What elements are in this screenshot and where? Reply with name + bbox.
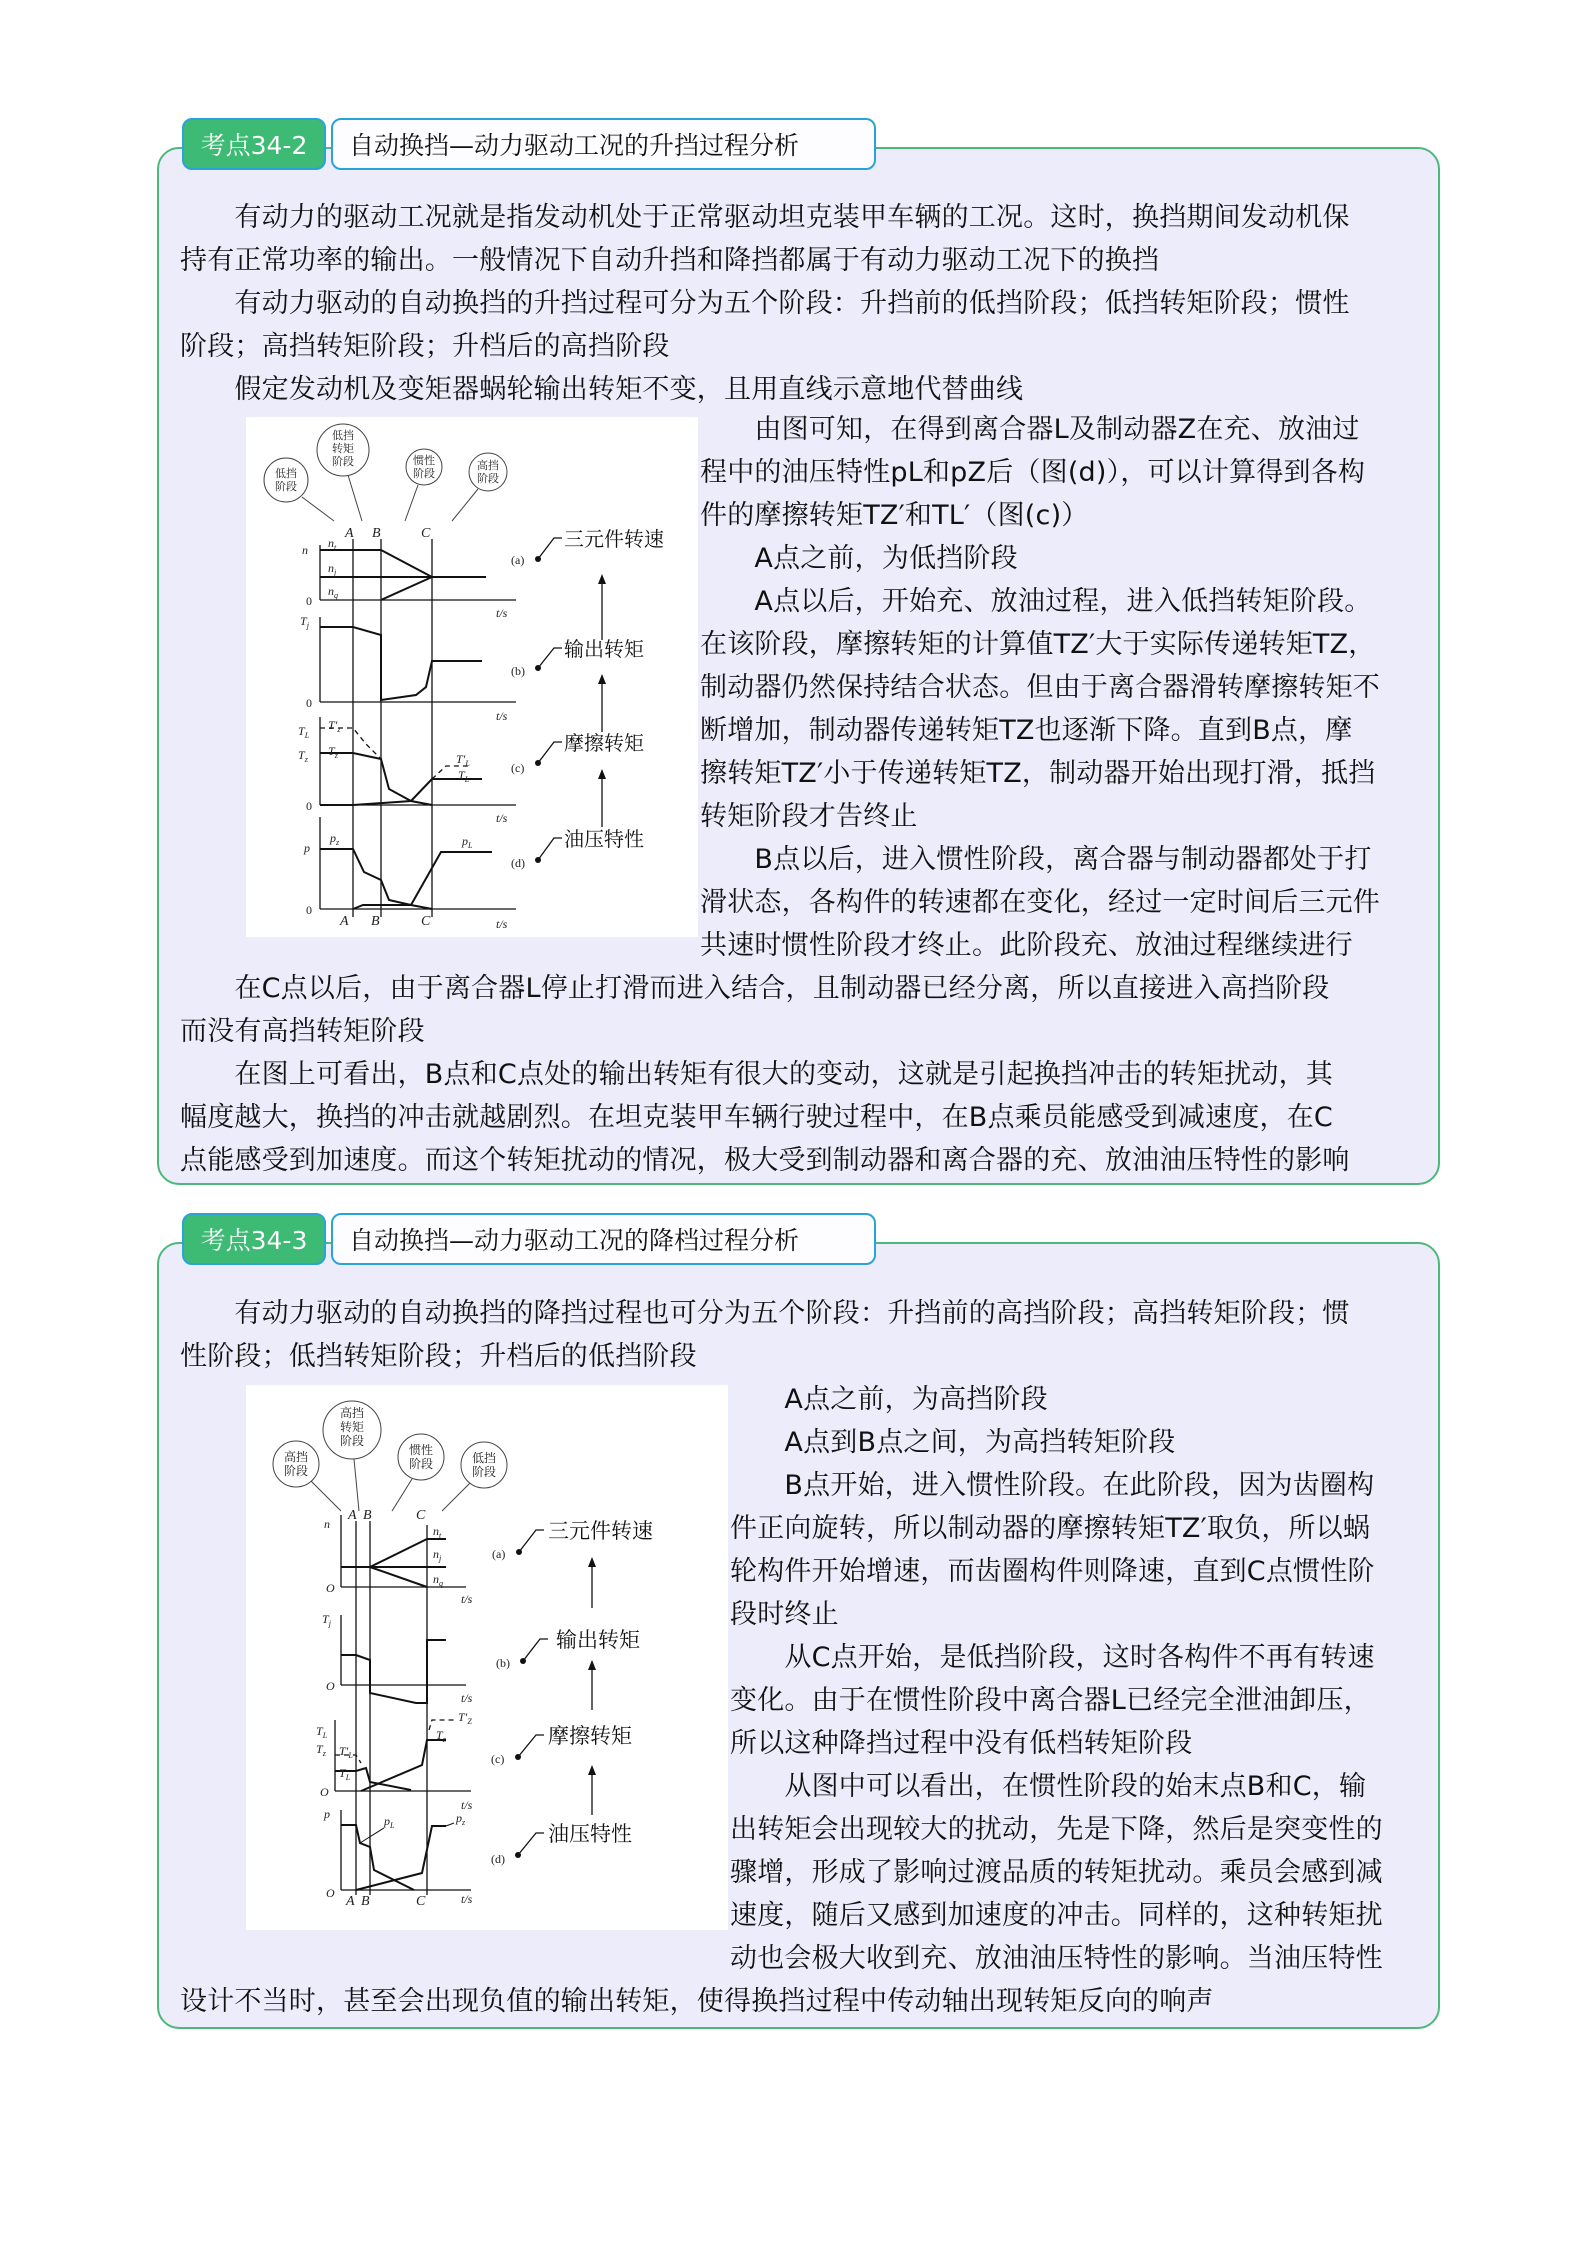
paragraph-line: 持有正常功率的输出。一般情况下自动升挡和降挡都属于有动力驱动工况下的换挡 — [180, 245, 1160, 276]
section-title: 自动换挡—动力驱动工况的降档过程分析 — [331, 1213, 876, 1265]
svg-text:摩擦转矩: 摩擦转矩 — [564, 731, 644, 755]
svg-text:三元件转速: 三元件转速 — [548, 1519, 653, 1543]
upshift-chart-svg — [246, 417, 698, 937]
paragraph-line: 假定发动机及变矩器蜗轮输出转矩不变，且用直线示意地代替曲线 — [180, 374, 1024, 405]
svg-text:(b): (b) — [511, 664, 525, 678]
paragraph-line: 骤增，形成了影响过渡品质的转矩扰动。乘员会感到减 — [730, 1857, 1383, 1888]
svg-text:A: A — [348, 1508, 357, 1523]
svg-text:B: B — [371, 914, 380, 929]
paragraph-line: 制动器仍然保持结合状态。但由于离合器滑转摩擦转矩不 — [700, 672, 1380, 703]
svg-text:t/s: t/s — [496, 709, 508, 723]
svg-text:nj: $n_j$ — [328, 561, 337, 577]
svg-text:低挡: 低挡 — [471, 1451, 497, 1465]
upshift-diagram — [246, 417, 698, 937]
paragraph-line: 在C点以后，由于离合器L停止打滑而进入结合，且制动器已经分离，所以直接进入高挡阶段 — [180, 973, 1330, 1004]
svg-text:pz: $p_z$ — [330, 831, 340, 847]
svg-text:三元件转速: 三元件转速 — [564, 527, 664, 551]
paragraph-line: 转矩阶段才告终止 — [700, 801, 918, 832]
svg-text:摩擦转矩: 摩擦转矩 — [548, 1724, 632, 1748]
paragraph-line: 速度，随后又感到加速度的冲击。同样的，这种转矩扰 — [730, 1900, 1383, 1931]
svg-text:TL: $T_L$ — [458, 768, 470, 784]
svg-text:t/s: t/s — [461, 1892, 473, 1906]
svg-text:B: B — [372, 526, 381, 541]
paragraph-line: 滑状态，各构件的转速都在变化，经过一定时间后三元件 — [700, 887, 1380, 918]
svg-text:C: C — [421, 526, 431, 541]
svg-text:Tz: $T_z$ — [436, 1728, 446, 1744]
svg-text:阶段: 阶段 — [339, 1434, 365, 1448]
paragraph-line: 由图可知，在得到离合器L及制动器Z在充、放油过 — [700, 414, 1360, 445]
svg-text:t/s: t/s — [461, 1592, 473, 1606]
svg-text:C: C — [416, 1508, 426, 1523]
svg-text:nj: $n_j$ — [433, 1547, 442, 1563]
svg-text:0: 0 — [306, 594, 312, 608]
paragraph-line: 出转矩会出现较大的扰动，先是下降，然后是突变性的 — [730, 1814, 1383, 1845]
svg-text:(d): (d) — [491, 1852, 505, 1866]
svg-text:TL: $T_L$ — [316, 1724, 328, 1740]
svg-text:阶段: 阶段 — [275, 480, 297, 493]
svg-text:T′L: $T'_L$ — [456, 752, 470, 768]
svg-text:低挡: 低挡 — [332, 429, 354, 442]
section-title: 自动换挡—动力驱动工况的升挡过程分析 — [331, 118, 876, 170]
paragraph-line: 而没有高挡转矩阶段 — [180, 1016, 425, 1047]
section-tag-number: 考点34-3 — [182, 1213, 326, 1265]
svg-text:O: O — [326, 1679, 335, 1693]
svg-text:输出转矩: 输出转矩 — [564, 637, 644, 661]
svg-text:惯性: 惯性 — [408, 1443, 434, 1457]
paragraph-line: A点到B点之间，为高挡转矩阶段 — [730, 1427, 1176, 1458]
svg-text:转矩: 转矩 — [339, 1420, 365, 1434]
svg-text:(a): (a) — [511, 553, 525, 567]
paragraph-line: 幅度越大，换挡的冲击就越剧烈。在坦克装甲车辆行驶过程中，在B点乘员能感受到减速度，在C — [180, 1102, 1333, 1133]
svg-text:nt: $n_t$ — [433, 1524, 442, 1540]
svg-text:nq: $n_q$ — [433, 1572, 443, 1588]
svg-text:0: 0 — [306, 903, 312, 917]
svg-text:Tj: $T_j$ — [300, 614, 309, 630]
svg-text:(c): (c) — [491, 1752, 505, 1766]
svg-text:阶段: 阶段 — [283, 1464, 309, 1478]
paragraph-line: 擦转矩TZ′小于传递转矩TZ，制动器开始出现打滑，抵挡 — [700, 758, 1376, 789]
svg-text:A: A — [345, 526, 354, 541]
paragraph-line: 轮构件开始增速，而齿圈构件则降速，直到C点惯性阶 — [730, 1556, 1375, 1587]
svg-text:n: n — [324, 1517, 330, 1531]
svg-text:(d): (d) — [511, 856, 525, 870]
downshift-diagram — [246, 1385, 728, 1930]
svg-text:Tz: $T_z$ — [316, 1742, 326, 1758]
svg-text:C: C — [421, 914, 431, 929]
svg-text:O: O — [326, 1886, 335, 1900]
paragraph-line: 断增加，制动器传递转矩TZ也逐渐下降。直到B点，摩 — [700, 715, 1353, 746]
svg-text:n: n — [302, 543, 308, 557]
svg-text:t/s: t/s — [496, 811, 508, 825]
svg-text:低挡: 低挡 — [275, 467, 297, 480]
svg-text:(c): (c) — [511, 761, 525, 775]
svg-text:B: B — [361, 1894, 370, 1909]
svg-text:TL: $T_L$ — [298, 724, 310, 740]
svg-text:0: 0 — [306, 696, 312, 710]
svg-text:t/s: t/s — [461, 1691, 473, 1705]
paragraph-line: 动也会极大收到充、放油油压特性的影响。当油压特性 — [730, 1943, 1383, 1974]
paragraph-line: 在图上可看出，B点和C点处的输出转矩有很大的变动，这就是引起换挡冲击的转矩扰动，其 — [180, 1059, 1333, 1090]
svg-text:Tj: $T_j$ — [322, 1612, 331, 1628]
svg-text:nq: $n_q$ — [328, 584, 338, 600]
svg-text:阶段: 阶段 — [413, 467, 435, 480]
svg-text:阶段: 阶段 — [408, 1457, 434, 1471]
paragraph-line: A点之前，为高挡阶段 — [730, 1384, 1048, 1415]
svg-text:(b): (b) — [496, 1656, 510, 1670]
svg-text:A: A — [346, 1894, 355, 1909]
paragraph-line: B点开始，进入惯性阶段。在此阶段，因为齿圈构 — [730, 1470, 1375, 1501]
paragraph-line: 件的摩擦转矩TZ′和TL′（图(c)） — [700, 500, 1089, 531]
paragraph-line: 点能感受到加速度。而这个转矩扰动的情况，极大受到制动器和离合器的充、放油油压特性的影响 — [180, 1145, 1350, 1176]
paragraph-line: 性阶段；低挡转矩阶段；升档后的低挡阶段 — [180, 1341, 697, 1372]
paragraph-line: 有动力驱动的自动换挡的升挡过程可分为五个阶段：升挡前的低挡阶段；低挡转矩阶段；惯性 — [180, 288, 1350, 319]
paragraph-line: 段时终止 — [730, 1599, 839, 1630]
svg-text:T′L: $T'_L$ — [339, 1744, 353, 1760]
paragraph-line: 变化。由于在惯性阶段中离合器L已经完全泄油卸压， — [730, 1685, 1371, 1716]
svg-text:阶段: 阶段 — [471, 1465, 497, 1479]
downshift-chart-svg — [246, 1385, 728, 1930]
svg-text:油压特性: 油压特性 — [548, 1822, 632, 1846]
svg-text:t/s: t/s — [496, 917, 508, 931]
svg-text:t/s: t/s — [461, 1798, 473, 1812]
svg-text:高挡: 高挡 — [283, 1450, 309, 1464]
svg-text:t/s: t/s — [496, 606, 508, 620]
svg-text:O: O — [326, 1581, 335, 1595]
svg-text:惯性: 惯性 — [413, 454, 435, 467]
paragraph-line: 设计不当时，甚至会出现负值的输出转矩，使得换挡过程中传动轴出现转矩反向的响声 — [180, 1986, 1214, 2017]
paragraph-line: 共速时惯性阶段才终止。此阶段充、放油过程继续进行 — [700, 930, 1353, 961]
svg-text:C: C — [416, 1894, 426, 1909]
svg-text:O: O — [320, 1785, 329, 1799]
paragraph-line: 从C点开始，是低挡阶段，这时各构件不再有转速 — [730, 1642, 1375, 1673]
paragraph-line: 件正向旋转，所以制动器的摩擦转矩TZ′取负，所以蜗 — [730, 1513, 1371, 1544]
svg-text:Tz: $T_z$ — [328, 744, 338, 760]
paragraph-line: 程中的油压特性pL和pZ后（图(d)），可以计算得到各构 — [700, 457, 1366, 488]
svg-text:p: p — [324, 1807, 330, 1821]
svg-text:TL: $T_L$ — [339, 1766, 351, 1782]
paragraph-line: B点以后，进入惯性阶段，离合器与制动器都处于打 — [700, 844, 1372, 875]
svg-text:Tz: $T_z$ — [298, 748, 308, 764]
svg-text:nt: $n_t$ — [328, 536, 337, 552]
paragraph-line: A点以后，开始充、放油过程，进入低挡转矩阶段。 — [700, 586, 1372, 617]
svg-text:输出转矩: 输出转矩 — [556, 1628, 640, 1652]
svg-text:0: 0 — [306, 799, 312, 813]
svg-text:pL: $p_L$ — [462, 834, 473, 850]
svg-text:pL: $p_L$ — [384, 1814, 395, 1830]
paragraph-line: 从图中可以看出，在惯性阶段的始末点B和C，输 — [730, 1771, 1367, 1802]
svg-text:T′Z: $T'_Z$ — [458, 1710, 472, 1726]
svg-text:p: p — [304, 841, 310, 855]
svg-text:油压特性: 油压特性 — [564, 827, 644, 851]
svg-text:高挡: 高挡 — [477, 459, 499, 472]
svg-text:高挡: 高挡 — [339, 1406, 365, 1420]
svg-text:转矩: 转矩 — [332, 442, 354, 455]
paragraph-line: 在该阶段，摩擦转矩的计算值TZ′大于实际传递转矩TZ， — [700, 629, 1376, 660]
svg-text:T′z: $T'_z$ — [328, 718, 341, 734]
paragraph-line: 阶段；高挡转矩阶段；升档后的高挡阶段 — [180, 331, 670, 362]
svg-text:(a): (a) — [492, 1547, 506, 1561]
paragraph-line: 有动力驱动的自动换挡的降挡过程也可分为五个阶段：升挡前的高挡阶段；高挡转矩阶段；惯 — [180, 1298, 1350, 1329]
svg-text:B: B — [363, 1508, 372, 1523]
section-tag-number: 考点34-2 — [182, 118, 326, 170]
svg-text:A: A — [340, 914, 349, 929]
paragraph-line: 所以这种降挡过程中没有低档转矩阶段 — [730, 1728, 1193, 1759]
svg-text:阶段: 阶段 — [477, 472, 499, 485]
svg-text:pz: $p_z$ — [456, 1811, 466, 1827]
paragraph-line: 有动力的驱动工况就是指发动机处于正常驱动坦克装甲车辆的工况。这时，换挡期间发动机保 — [180, 202, 1350, 233]
paragraph-line: A点之前，为低挡阶段 — [700, 543, 1018, 574]
svg-text:阶段: 阶段 — [332, 455, 354, 468]
